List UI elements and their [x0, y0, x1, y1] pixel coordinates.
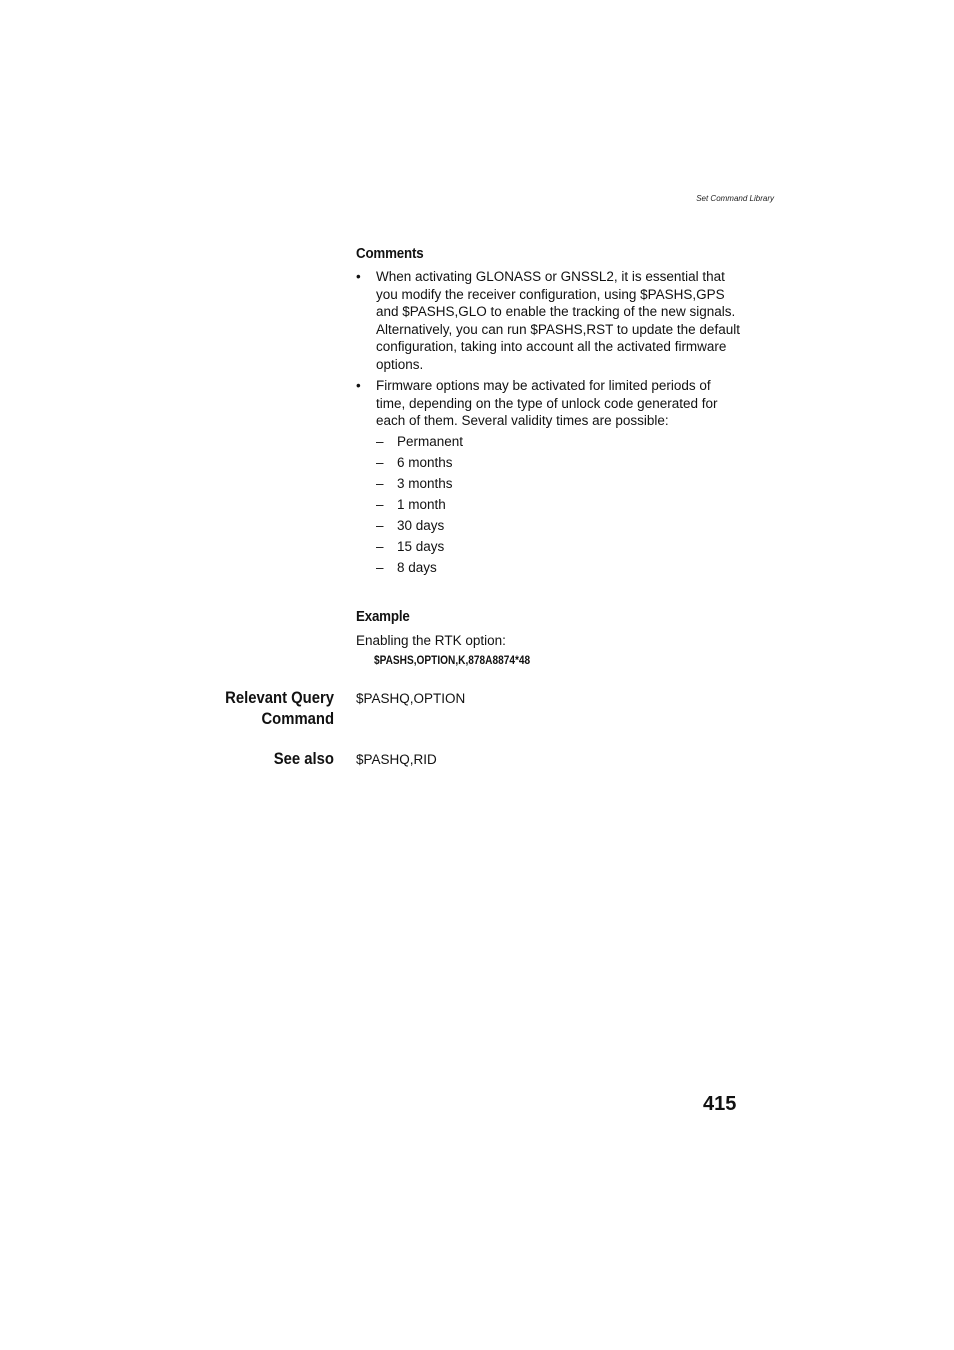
- relevant-query-heading: [225, 688, 334, 730]
- running-header: Set Command Library: [696, 194, 774, 203]
- list-item: [376, 433, 742, 451]
- list-item: [376, 496, 742, 514]
- validity-time: 6 months: [397, 455, 453, 471]
- dash-icon: –: [376, 497, 384, 513]
- list-item: [376, 538, 742, 556]
- list-item: [356, 377, 742, 576]
- list-item: [376, 559, 742, 577]
- example-code: $PASHS,OPTION,K,878A8874*48: [374, 655, 531, 667]
- see-also-heading: See also: [273, 750, 334, 768]
- dash-icon: –: [376, 455, 384, 471]
- dash-icon: –: [376, 559, 384, 575]
- bullet-text: Firmware options may be activated for limited periods of time, depending on the type of unlock code generated for each of them. Several validity times are possible:: [376, 378, 718, 429]
- validity-time: 8 days: [397, 559, 437, 575]
- validity-time: Permanent: [397, 434, 464, 450]
- list-item: [376, 475, 742, 493]
- validity-time: 30 days: [397, 517, 445, 533]
- bullet-icon: •: [356, 378, 361, 394]
- bullet-text: When activating GLONASS or GNSSL2, it is essential that you modify the receiver configuration, using $PASHS,GPS and $PASHS,GLO to enable the tracking of the new signals. Alternatively, you can run $PASHS,RST to update the default configuration, taking into account all the activated firmware options.: [376, 269, 740, 372]
- validity-times-list: [376, 433, 742, 576]
- relevant-query-heading-line1: Relevant Query: [225, 689, 334, 707]
- list-item: [356, 268, 742, 374]
- validity-time: 1 month: [397, 497, 446, 513]
- page-number: 415: [703, 1093, 737, 1115]
- validity-time: 3 months: [397, 476, 453, 492]
- comments-list: [356, 268, 742, 580]
- list-item: [376, 517, 742, 535]
- dash-icon: –: [376, 476, 384, 492]
- relevant-query-value: $PASHQ,OPTION: [356, 691, 466, 706]
- dash-icon: –: [376, 434, 384, 450]
- dash-icon: –: [376, 517, 384, 533]
- list-item: [376, 454, 742, 472]
- example-heading: Example: [356, 609, 410, 625]
- dash-icon: –: [376, 538, 384, 554]
- see-also-value: $PASHQ,RID: [356, 752, 437, 767]
- validity-time: 15 days: [397, 538, 445, 554]
- bullet-icon: •: [356, 269, 361, 284]
- example-text: Enabling the RTK option:: [356, 633, 506, 648]
- relevant-query-heading-line2: Command: [261, 710, 334, 728]
- comments-heading: Comments: [356, 246, 424, 262]
